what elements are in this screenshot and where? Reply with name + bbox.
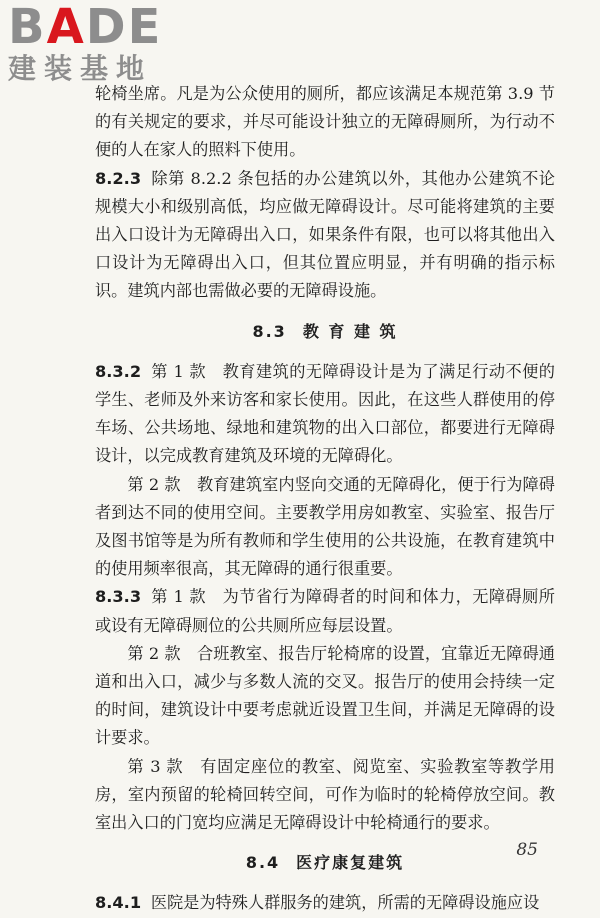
paragraph-item: 第 2 款 合班教室、报告厅轮椅席的设置，宜靠近无障碍通道和出入口，减少与多数人流的交叉。报告厅的使用会持续一定的时间，建筑设计中要考虑就近设置卫生间，并满足无障碍的设计要求。 [95,643,555,748]
clause-8-3-2: 8.3.2 第 1 款 教育建筑的无障碍设计是为了满足行动不便的学生、老师及外来访客和家长使用。因此，在这些人群使用的停车场、公共场地、绿地和建筑物的出入口部位，都要进行无障碍设计，以完成教育建筑及环境的无障碍化。 [95,361,555,466]
paragraph-item: 第 2 款 教育建筑室内竖向交通的无障碍化，便于行为障碍者到达不同的使用空间。主要教学用房如教室、实验室、报告厅及图书馆等是为所有教师和学生使用的公共设施，在教育建筑中的使用频率很高，其无障碍的通行很重要。 [95,474,555,579]
clause-number: 8.3.3 [95,587,142,607]
section-heading-8-3: 8.3 教 育 建 筑 [252,321,398,341]
clause-number: 8.2.3 [95,168,142,188]
clause-number: 8.3.2 [95,361,142,381]
clause-8-4-1: 8.4.1 医院是为特殊人群服务的建筑，所需的无障碍设施应设 [95,893,540,913]
paragraph-continued: 轮椅坐席。凡是为公众使用的厕所，都应该满足本规范第 3.9 节的有关规定的要求，并尽可能设计独立的无障碍厕所，为行动不便的人在家人的照料下使用。 [95,84,555,160]
logo-subtitle: 建装基地 [8,52,153,85]
clause-8-3-3: 8.3.3 第 1 款 为节省行为障碍者的时间和体力，无障碍厕所或设有无障碍厕位的公共厕所应每层设置。 [95,587,555,635]
logo-wordmark: BADE [8,0,163,55]
clause-number: 8.4.1 [95,893,142,913]
document-page [95,80,555,918]
section-heading-8-4: 8.4 医疗康复建筑 [245,853,405,873]
paragraph-item: 第 3 款 有固定座位的教室、阅览室、实验教室等教学用房，室内预留的轮椅回转空间，可作为临时的轮椅停放空间。教室出入口的门宽均应满足无障碍设计中轮椅通行的要求。 [95,756,555,833]
page-number: 85 [516,840,538,860]
clause-8-2-3: 8.2.3 除第 8.2.2 条包括的办公建筑以外，其他办公建筑不论规模大小和级别高低，均应做无障碍设计。尽可能将建筑的主要出入口设计为无障碍出入口，如果条件有限，也可以将其他出入口设计为无障碍出入口，但其位置应明显，并有明确的指示标识。建筑内部也需做必要的无障碍设施。 [95,168,555,301]
